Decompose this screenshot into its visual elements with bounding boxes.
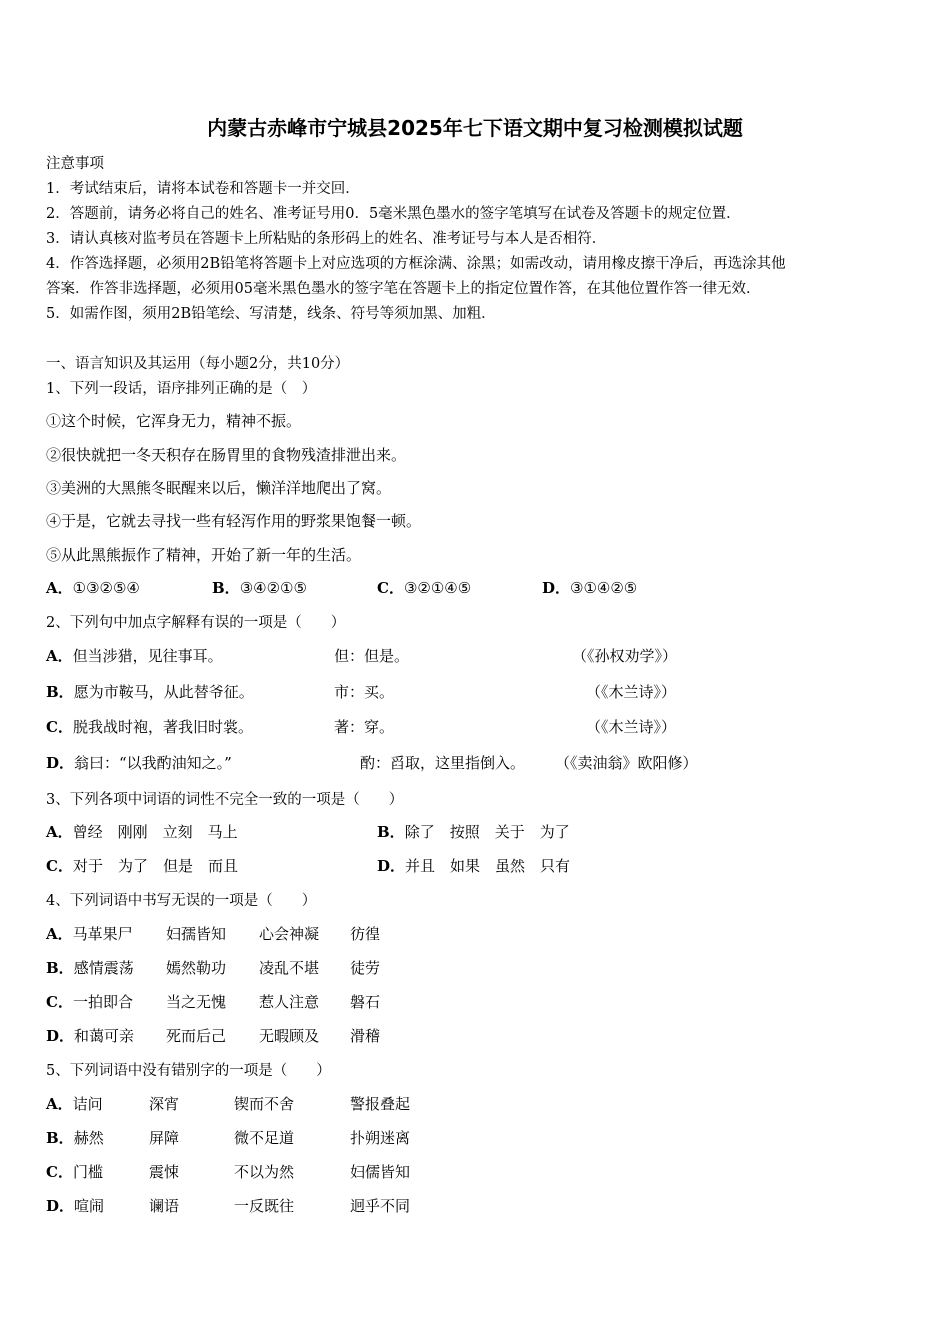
notice-item-5: 5．如需作图，须用2B铅笔绘、写清楚，线条、符号等须加黑、加粗． <box>46 306 496 322</box>
page-title: 内蒙古赤峰市宁城县2025年七下语文期中复习检测模拟试题 <box>207 116 743 140</box>
option-label: A． <box>46 647 73 665</box>
q2-source-b: （《木兰诗》） <box>586 683 677 701</box>
option-label: C． <box>46 857 73 875</box>
q4-b-word-3: 凌乱不堪 <box>259 959 320 977</box>
q4-c-word-2: 当之无愧 <box>166 993 227 1011</box>
q2-explain-c: 著：穿。 <box>334 718 395 736</box>
option-sentence: 但当涉猎，见往事耳。 <box>72 647 223 665</box>
option-text: 并且 如果 虽然 只有 <box>405 857 571 875</box>
option-label: A． <box>46 823 73 841</box>
q2-explain-a: 但：但是。 <box>334 647 410 665</box>
option-label: B． <box>377 823 405 841</box>
q1-option-c[interactable] <box>377 577 471 598</box>
option-label: A． <box>46 925 73 943</box>
option-sentence: 翁曰：“以我酌油知之。” <box>74 754 232 772</box>
word: 感情震荡 <box>73 959 134 977</box>
notice-item-3: 3．请认真核对监考员在答题卡上所粘贴的条形码上的姓名、准考证号与本人是否相符． <box>46 231 607 247</box>
q5-stem: 5、下列词语中没有错别字的一项是（ ） <box>46 1063 331 1079</box>
word: 和蔼可亲 <box>74 1027 135 1045</box>
q5-a-word-4: 警报叠起 <box>350 1095 411 1113</box>
option-label: B． <box>46 1129 74 1147</box>
q4-d-word-3: 无暇顾及 <box>259 1027 320 1045</box>
q2-option-d[interactable] <box>46 752 232 773</box>
q2-option-c[interactable] <box>46 716 253 737</box>
option-text: 除了 按照 关于 为了 <box>404 823 570 841</box>
q2-option-a[interactable] <box>46 645 223 666</box>
q1-sentence-2: ②很快就把一冬天积存在肠胃里的食物残渣排泄出来。 <box>46 446 407 464</box>
q1-sentence-1: ①这个时候，它浑身无力，精神不振。 <box>46 412 302 430</box>
option-label: D． <box>377 857 406 875</box>
q5-b-word-4: 扑朔迷离 <box>350 1129 411 1147</box>
option-text: ①③②⑤④ <box>72 579 140 597</box>
word: 赫然 <box>73 1129 104 1147</box>
option-label: D． <box>46 1027 75 1045</box>
q5-d-word-2: 谰语 <box>149 1197 180 1215</box>
option-label: A． <box>46 1095 73 1113</box>
q4-d-word-2: 死而后己 <box>166 1027 227 1045</box>
q2-stem: 2、下列句中加点字解释有误的一项是（ ） <box>46 615 346 631</box>
notice-item-1: 1．考试结束后，请将本试卷和答题卡一并交回． <box>46 181 360 197</box>
q3-option-a[interactable] <box>46 821 238 842</box>
option-label: A． <box>46 579 73 597</box>
q4-b-word-2: 嫣然勒功 <box>166 959 227 977</box>
q5-a-word-2: 深宵 <box>149 1095 180 1113</box>
notice-item-4-cont: 答案．作答非选择题，必须用05毫米黑色墨水的签字笔在答题卡上的指定位置作答，在其他位置作答一律无效． <box>46 281 761 297</box>
q1-sentence-4: ④于是，它就去寻找一些有轻泻作用的野浆果饱餐一顿。 <box>46 512 422 530</box>
notice-heading: 注意事项 <box>46 156 104 172</box>
word: 喧闹 <box>74 1197 105 1215</box>
option-label: B． <box>212 579 240 597</box>
q5-a-word-3: 锲而不舍 <box>234 1095 295 1113</box>
q5-c-word-2: 震悚 <box>149 1163 180 1181</box>
word: 门槛 <box>72 1163 103 1181</box>
option-label: D． <box>46 1197 75 1215</box>
q4-a-word-2: 妇孺皆知 <box>166 925 227 943</box>
q3-option-c[interactable] <box>46 855 238 876</box>
option-label: D． <box>46 754 75 772</box>
q4-a-word-4: 彷徨 <box>350 925 381 943</box>
q5-option-a[interactable] <box>46 1093 103 1114</box>
q5-option-c[interactable] <box>46 1161 103 1182</box>
option-label: C． <box>46 1163 73 1181</box>
q4-stem: 4、下列词语中书写无误的一项是（ ） <box>46 893 317 909</box>
q4-c-word-3: 惹人注意 <box>259 993 320 1011</box>
q2-explain-d: 酌：舀取，这里指倒入。 <box>360 754 526 772</box>
q4-d-word-4: 滑稽 <box>350 1027 381 1045</box>
q4-b-word-4: 徒劳 <box>350 959 381 977</box>
q5-d-word-3: 一反既往 <box>234 1197 295 1215</box>
option-label: C． <box>46 718 73 736</box>
word: 诘问 <box>72 1095 103 1113</box>
q4-c-word-4: 磐石 <box>350 993 381 1011</box>
option-text: ③①④②⑤ <box>570 579 638 597</box>
q5-b-word-2: 屏障 <box>149 1129 180 1147</box>
q5-b-word-3: 微不足道 <box>234 1129 295 1147</box>
q1-option-a[interactable] <box>46 577 140 598</box>
option-label: B． <box>46 959 74 977</box>
q1-option-d[interactable] <box>542 577 637 598</box>
q5-c-word-3: 不以为然 <box>234 1163 295 1181</box>
q2-source-a: （《孙权劝学》） <box>572 647 678 665</box>
q5-d-word-4: 迥乎不同 <box>350 1197 411 1215</box>
q3-option-d[interactable] <box>377 855 570 876</box>
q3-option-b[interactable] <box>377 821 570 842</box>
q5-c-word-4: 妇儒皆知 <box>350 1163 411 1181</box>
q3-stem: 3、下列各项中词语的词性不完全一致的一项是（ ） <box>46 792 404 808</box>
q1-sentence-3: ③美洲的大黑熊冬眠醒来以后，懒洋洋地爬出了窝。 <box>46 479 392 497</box>
word: 一拍即合 <box>72 993 133 1011</box>
option-text: 曾经 刚刚 立刻 马上 <box>72 823 238 841</box>
q1-sentence-5: ⑤从此黑熊振作了精神，开始了新一年的生活。 <box>46 546 362 564</box>
q4-option-d[interactable] <box>46 1025 134 1046</box>
option-label: C． <box>377 579 404 597</box>
option-text: ③④②①⑤ <box>239 579 307 597</box>
q4-a-word-3: 心会神凝 <box>259 925 320 943</box>
q2-explain-b: 市：买。 <box>334 683 395 701</box>
section-heading: 一、语言知识及其运用（每小题2分，共10分） <box>46 356 350 372</box>
q5-option-d[interactable] <box>46 1195 104 1216</box>
q2-option-b[interactable] <box>46 681 254 702</box>
notice-item-2: 2．答题前，请务必将自己的姓名、准考证号用0．5毫米黑色墨水的签字笔填写在试卷及答题卡的规定位置． <box>46 206 741 222</box>
q5-option-b[interactable] <box>46 1127 104 1148</box>
q1-option-b[interactable] <box>212 577 307 598</box>
option-sentence: 愿为市鞍马，从此替爷征。 <box>73 683 254 701</box>
word: 马革果尸 <box>72 925 133 943</box>
q4-option-c[interactable] <box>46 991 133 1012</box>
q1-stem: 1、下列一段话，语序排列正确的是（ ） <box>46 381 317 397</box>
q4-option-a[interactable] <box>46 923 133 944</box>
option-sentence: 脱我战时袍，著我旧时裳。 <box>72 718 253 736</box>
option-text: ③②①④⑤ <box>403 579 472 597</box>
q2-source-c: （《木兰诗》） <box>586 718 677 736</box>
option-text: 对于 为了 但是 而且 <box>72 857 238 875</box>
option-label: D． <box>542 579 571 597</box>
option-label: B． <box>46 683 74 701</box>
q4-option-b[interactable] <box>46 957 134 978</box>
option-label: C． <box>46 993 73 1011</box>
q2-source-d: （《卖油翁》欧阳修） <box>555 754 698 772</box>
notice-item-4: 4．作答选择题，必须用2B铅笔将答题卡上对应选项的方框涂满、涂黑；如需改动，请用橡皮擦干净后，再选涂其他 <box>46 256 786 272</box>
